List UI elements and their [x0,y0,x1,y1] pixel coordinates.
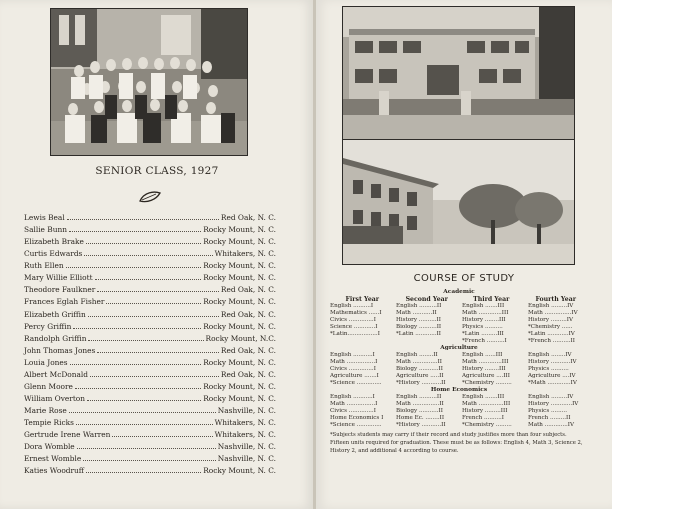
dotted-leader [84,255,212,256]
roster-row [24,272,276,284]
course-grid [330,394,588,429]
roster-row [24,453,276,465]
course-year-column [330,394,390,429]
student-name: Glenn Moore [24,381,73,391]
course-subject: *Latin ............IV [528,331,575,337]
course-subject: *French ..........I [462,338,507,344]
course-subject: Civics ..............I [330,317,376,323]
course-of-study-title: COURSE OF STUDY [413,273,515,284]
course-grid [330,352,588,387]
student-name: Randolph Griffin [24,333,87,343]
student-name: Katies Woodruff [24,466,85,476]
roster-row [24,309,276,321]
course-subject: *Latin.................I [330,331,380,337]
student-hometown: Rocky Mount, N. C. [203,466,276,476]
roster-row [24,369,276,381]
roster-row [24,248,276,260]
course-year-column [396,352,456,387]
student-name: Theodore Faulkner [24,285,96,295]
course-year-column [330,303,390,345]
course-subject: Math ................I [330,359,378,365]
student-hometown: Rocky Mount, N. C. [203,225,276,235]
course-year-column [462,352,522,387]
student-hometown: Whitakers, N. C. [214,430,276,440]
course-subject: Agriculture ....III [462,373,510,379]
course-subject: History .........IV [528,317,574,323]
course-subject: Civics ..............I [330,366,376,372]
dotted-leader [69,231,201,232]
roster-row [24,465,276,477]
dotted-leader [70,364,202,365]
course-subject: Math ...........II [396,310,437,316]
student-hometown: Whitakers, N. C. [214,249,276,259]
year-header: Fourth Year [535,296,577,303]
student-name: Ernest Womble [24,454,82,464]
student-name: Louia Jones [24,357,68,367]
year-header: Second Year [405,296,448,303]
roster-row [24,236,276,248]
course-subject: *French ..........II [528,338,575,344]
student-name: Curtis Edwards [24,249,83,259]
student-name: Percy Griffin [24,321,72,331]
course-subject: Agriculture ....IV [528,373,576,379]
dotted-leader [88,340,203,341]
course-note: *Subjects students may carry if their record and study justifies more than four subjects. [330,432,567,438]
course-subject: English ...........I [330,394,375,400]
dotted-leader [86,243,201,244]
dotted-leader [95,279,202,280]
student-hometown: Red Oak, N. C. [220,345,276,355]
course-subject: Biology ...........II [396,366,443,372]
student-name: John Thomas Jones [24,345,96,355]
dotted-leader [73,328,201,329]
student-name: Gertrude Irene Warren [24,430,111,440]
student-name: Mary Willie Elliott [24,273,93,283]
dotted-leader [76,424,213,425]
course-year-column [528,394,588,429]
course-subject: Math ..............II [396,359,443,365]
course-subject: English ........II [396,352,438,358]
course-subject: Math ...............II [396,401,444,407]
student-name: Ruth Ellen [24,261,64,271]
student-name: Frances Eglah Fisher [24,297,105,307]
course-subject: History ............IV [528,401,579,407]
course-subject: Agriculture .......I [330,373,379,379]
dotted-leader [97,291,219,292]
course-subject: English ........IV [528,352,572,358]
student-hometown: Rocky Mount, N. C. [203,381,276,391]
course-section-heading: Academic [443,289,475,295]
course-subject: *History ...........II [396,422,446,428]
course-subject: Math .............IV [528,422,575,428]
course-subject: Civics ..............I [330,408,376,414]
dotted-leader [97,352,219,353]
course-subject: Math ................I [330,401,378,407]
dotted-leader [106,303,201,304]
course-grid [330,303,588,345]
roster-row [24,333,276,345]
course-subject: *Chemistry ...... [528,324,573,330]
course-subject: Math .............III [462,359,509,365]
course-subject: English .......III [462,303,505,309]
course-year-column [396,394,456,429]
course-subject: *Chemistry ......... [462,422,512,428]
course-subject: Math .............III [462,310,509,316]
course-year-column [396,303,456,345]
senior-class-photo [50,8,248,156]
course-subject: French ..........I [462,415,504,421]
student-hometown: Rocky Mount, N. C. [203,237,276,247]
dotted-leader [66,267,202,268]
course-subject: History ...........IV [528,359,577,365]
course-subject: History ..........II [396,317,441,323]
course-subject: Home Economics I [330,415,384,421]
course-subject: *Math .............IV [528,380,577,386]
course-subject: Math ...............IV [528,310,578,316]
roster-row [24,393,276,405]
course-subject: Science ............I [330,324,378,330]
course-subject: Agriculture .....II [396,373,444,379]
student-hometown: Whitakers, N. C. [214,418,276,428]
roster-row [24,212,276,224]
course-subject: History .........III [462,408,508,414]
student-hometown: Rocky Mount, N. C. [203,297,276,307]
course-year-column [462,303,522,345]
student-hometown: Rocky Mount, N. C. [203,273,276,283]
student-hometown: Rocky Mount, N. C. [203,261,276,271]
student-name: Elizabeth Brake [24,237,84,247]
course-subject: *Chemistry ......... [462,380,512,386]
senior-roster [24,212,276,477]
building-side-image [343,140,574,264]
dotted-leader [90,376,219,377]
roster-row [24,441,276,453]
roster-row [24,345,276,357]
student-hometown: Nashville, N. C. [217,442,276,452]
course-subject: English ..........II [396,303,442,309]
student-name: William Overton [24,393,86,403]
student-name: Sallie Bunn [24,225,67,235]
course-subject: Biology ..........II [396,324,442,330]
roster-row [24,417,276,429]
roster-row [24,224,276,236]
course-section-heading: Agriculture [440,345,478,351]
roster-row [24,296,276,308]
school-building-side-photo [342,139,575,265]
course-subject: Math ..............III [462,401,511,407]
course-subject: English .......III [462,394,505,400]
year-header: Third Year [473,296,510,303]
course-year-column [528,303,588,345]
student-name: Dora Womble [24,442,75,452]
course-year-column [330,352,390,387]
student-hometown: Rocky Mount, N.C. [205,333,276,343]
course-subject: Biology ...........II [396,408,443,414]
student-name: Albert McDonald [24,369,89,379]
student-name: Lewis Beal [24,213,65,222]
dotted-leader [77,448,216,449]
course-of-study-table [330,289,588,455]
course-subject: English .........IV [528,394,574,400]
dotted-leader [75,388,201,389]
dotted-leader [67,219,219,220]
course-subject: English ..........II [396,394,442,400]
leaf-ornament-icon [138,190,162,204]
roster-row [24,260,276,272]
student-hometown: Rocky Mount, N. C. [203,321,276,331]
course-subject: English ...........I [330,352,375,358]
course-subject: *Latin ............II [396,331,442,337]
roster-row [24,321,276,333]
dotted-leader [87,400,201,401]
senior-class-caption: SENIOR CLASS, 1927 [95,165,219,177]
course-subject: English ......III [462,352,503,358]
course-subject: English ..........I [330,303,374,309]
roster-row [24,381,276,393]
course-subject: History ........III [462,317,506,323]
dotted-leader [86,472,201,473]
course-year-column [462,394,522,429]
dotted-leader [83,460,216,461]
year-header: First Year [345,296,380,303]
roster-row [24,429,276,441]
dotted-leader [69,412,216,413]
student-hometown: Rocky Mount, N. C. [203,393,276,403]
roster-row [24,357,276,369]
building-front-image [343,7,574,140]
course-subject: English .........IV [528,303,574,309]
school-building-front-photo [342,6,575,141]
student-name: Marie Rose [24,406,67,415]
student-hometown: Nashville, N. C. [217,454,276,464]
student-name: Elizabeth Griffin [24,309,86,319]
class-photo-image [51,9,247,155]
student-hometown: Nashville, N. C. [217,406,276,415]
student-hometown: Red Oak, N. C. [220,213,276,222]
course-subject: History ........III [462,366,506,372]
course-subject: *Science .............. [330,380,382,386]
course-subject: *History ...........II [396,380,446,386]
student-hometown: Rocky Mount, N. C. [203,357,276,367]
course-note: Fifteen units required for graduation. These must be as follows: English 4, Math 3, Science 2, History 2, and additional 4 according to course. [330,439,583,454]
student-name: Tempie Ricks [24,418,74,428]
course-subject: Physics ......... [528,408,567,414]
roster-row [24,284,276,296]
student-hometown: Red Oak, N. C. [220,309,276,319]
year-header-row [330,296,588,303]
course-subject: French .........II [528,415,571,421]
course-subject: Home Ec. ........II [396,415,445,421]
student-hometown: Red Oak, N. C. [220,369,276,379]
course-subject: Mathematics ......I [330,310,382,316]
course-notes [330,432,588,455]
course-subject: Physics .......... [462,324,503,330]
course-subject: Physics .......... [528,366,569,372]
dotted-leader [112,436,212,437]
course-subject: *Latin .........III [462,331,504,337]
student-hometown: Red Oak, N. C. [220,285,276,295]
course-year-column [528,352,588,387]
roster-row [24,405,276,417]
course-section-heading: Home Economics [430,387,488,393]
course-subject: *Science .............. [330,422,382,428]
dotted-leader [88,316,219,317]
